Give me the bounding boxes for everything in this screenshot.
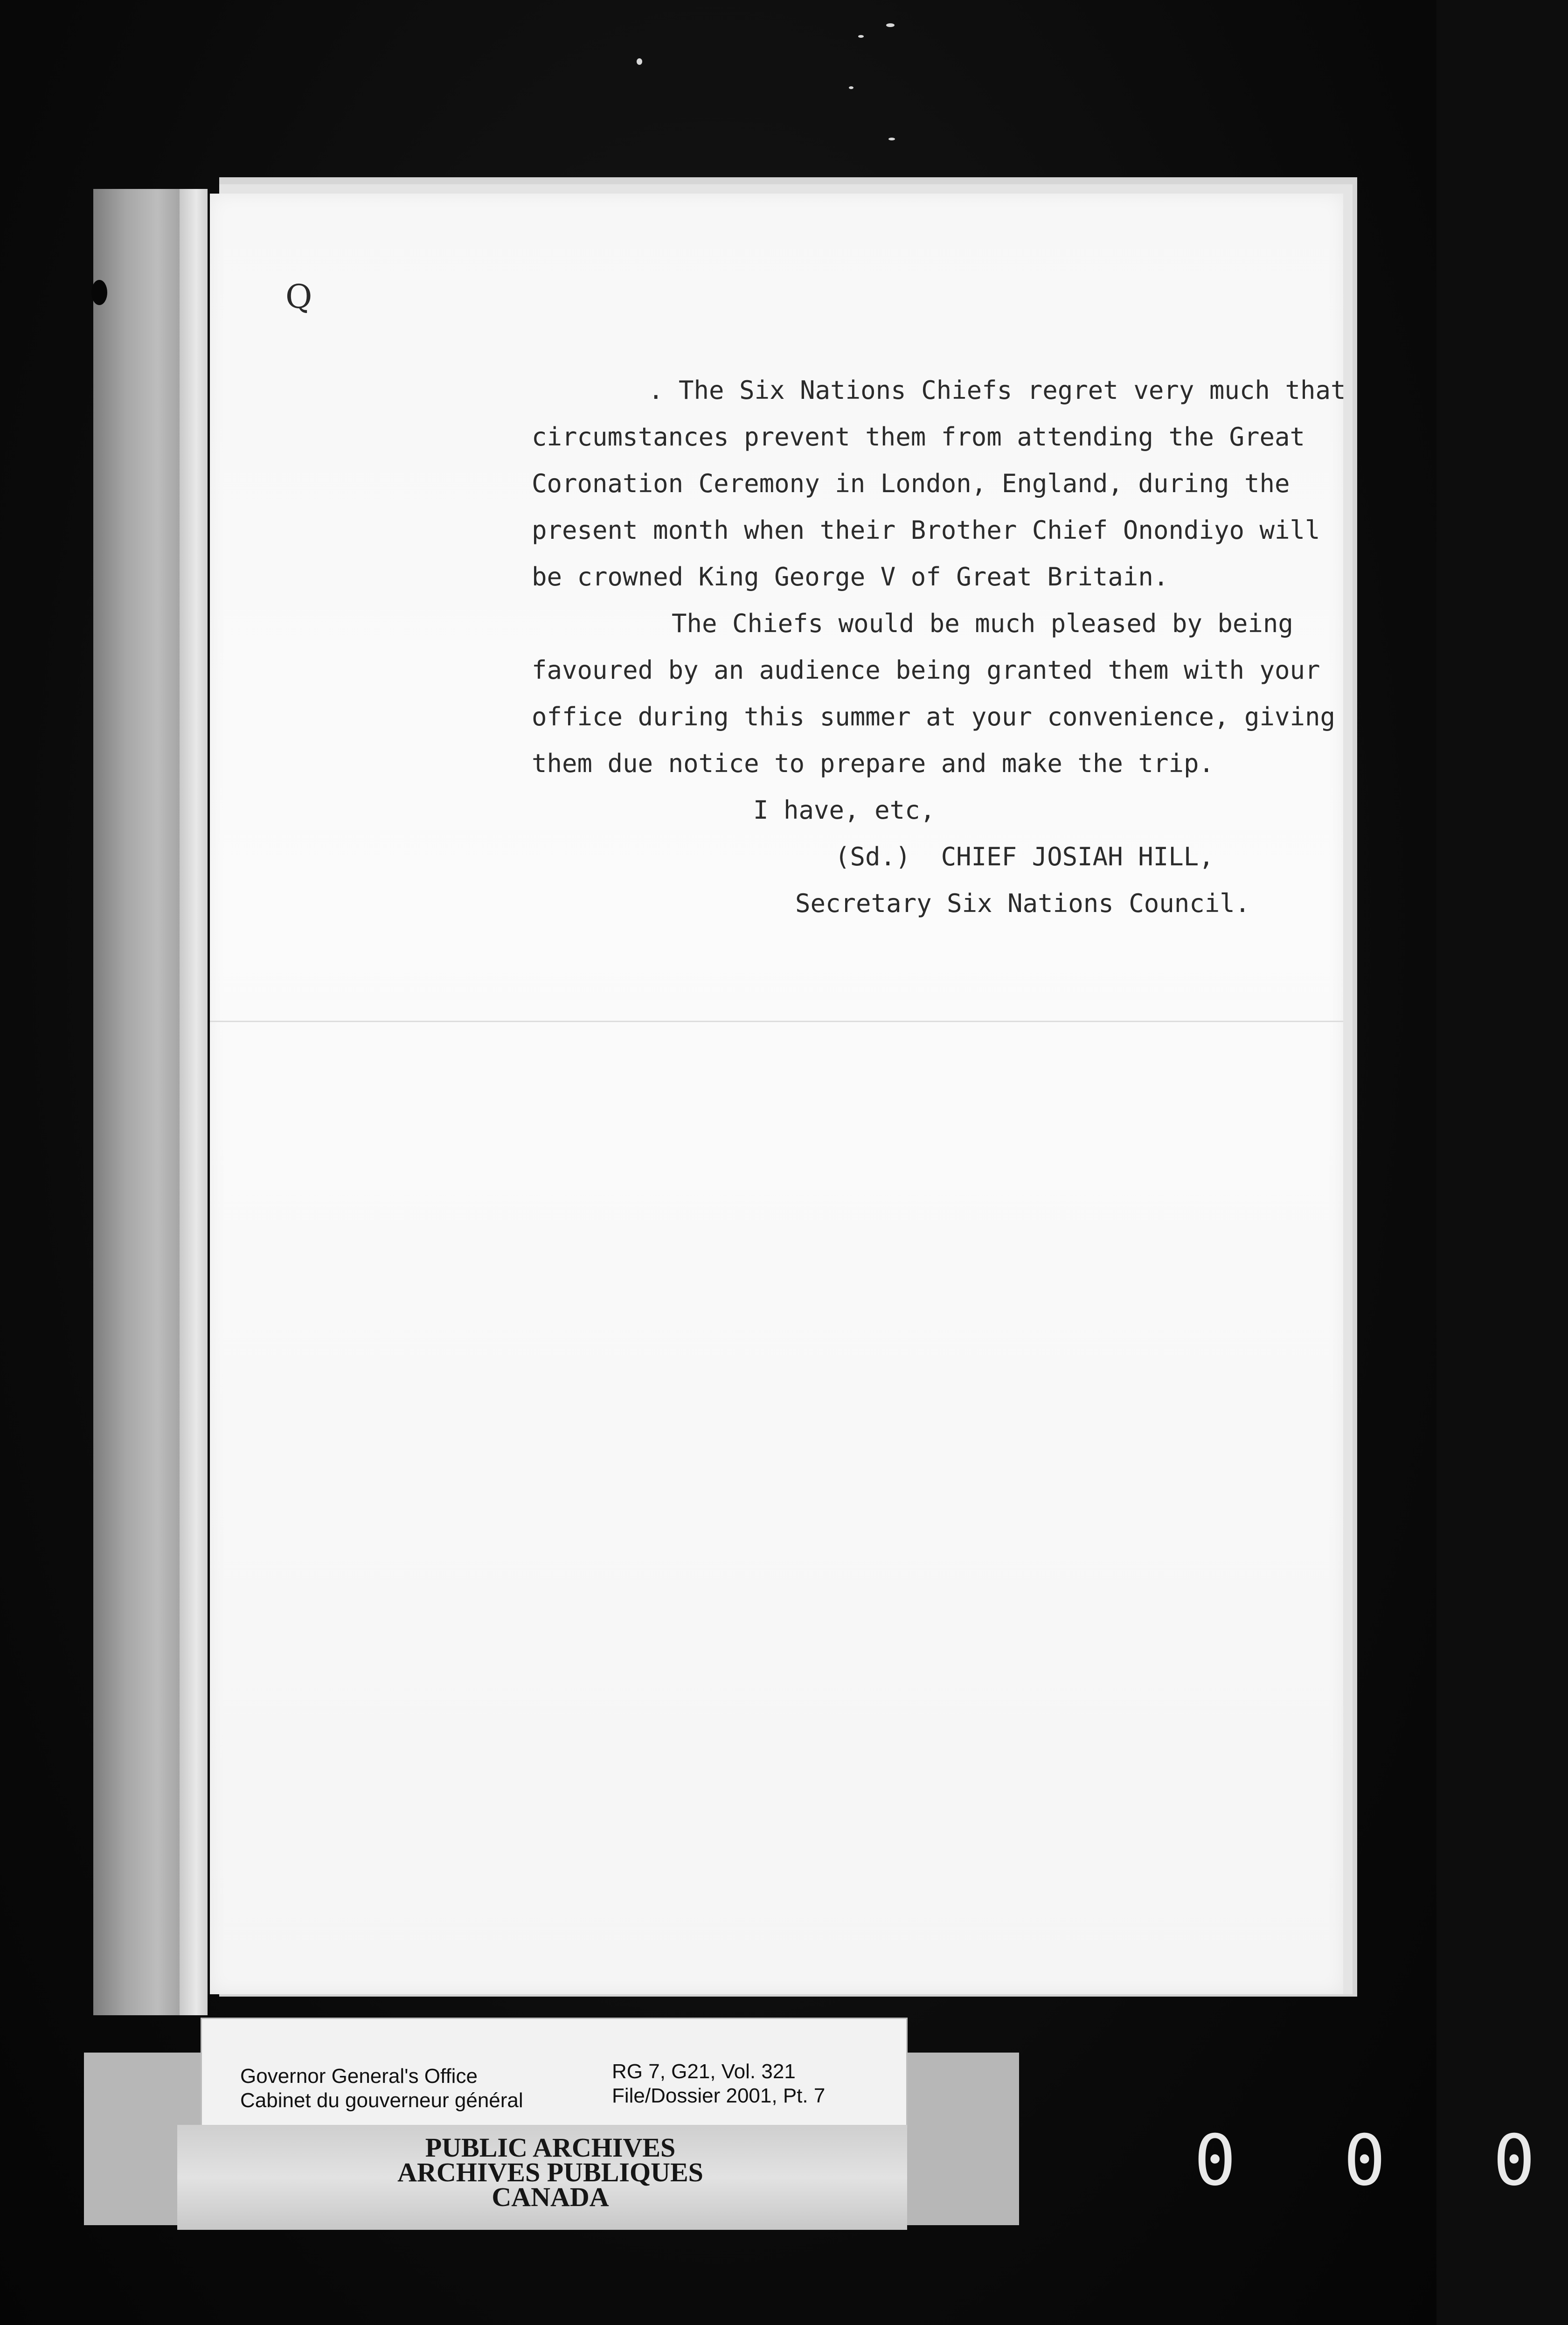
dust-speck (637, 58, 642, 65)
page-fold-line (210, 1021, 1343, 1022)
letter-line: The Chiefs would be much pleased by being (672, 609, 1293, 638)
office-names (240, 2064, 523, 2113)
record-reference (612, 2060, 825, 2108)
punch-hole (91, 280, 107, 305)
pencil-mark: Q (285, 278, 312, 316)
stamp-line-1: PUBLIC ARCHIVES (425, 2132, 676, 2163)
letter-line: favoured by an audience being granted them with your (532, 655, 1320, 685)
record-group: RG 7, G21, Vol. 321 (612, 2060, 796, 2083)
binder-spine-edge (180, 189, 208, 2015)
file-number: File/Dossier 2001, Pt. 7 (612, 2084, 826, 2107)
office-name-fr: Cabinet du gouverneur général (240, 2089, 523, 2112)
office-name-en: Governor General's Office (240, 2065, 478, 2088)
dust-speck (849, 86, 853, 89)
letter-line: circumstances prevent them from attending the Great (532, 422, 1305, 452)
letter-page (210, 194, 1343, 1994)
letter-line: them due notice to prepare and make the trip. (532, 749, 1214, 778)
stamp-line-3: CANADA (492, 2182, 609, 2212)
letter-line: . The Six Nations Chiefs regret very much that (648, 376, 1346, 405)
dust-speck (888, 138, 895, 140)
stamp-line-2: ARCHIVES PUBLIQUES (397, 2157, 703, 2187)
letter-line: present month when their Brother Chief Onondiyo will (532, 515, 1320, 545)
closing-line: I have, etc, (753, 795, 936, 825)
letter-line: office during this summer at your convenience, giving (532, 702, 1336, 731)
signature-line: (Sd.) CHIEF JOSIAH HILL, (835, 842, 1214, 871)
letter-line: be crowned King George V of Great Britain. (532, 562, 1169, 592)
signatory-title: Secretary Six Nations Council. (795, 889, 1250, 918)
dust-speck (858, 35, 864, 38)
dust-speck (886, 23, 895, 27)
letter-line: Coronation Ceremony in London, England, during the (532, 469, 1290, 498)
frame-counter: 0 0 0 (1194, 2120, 1568, 2201)
